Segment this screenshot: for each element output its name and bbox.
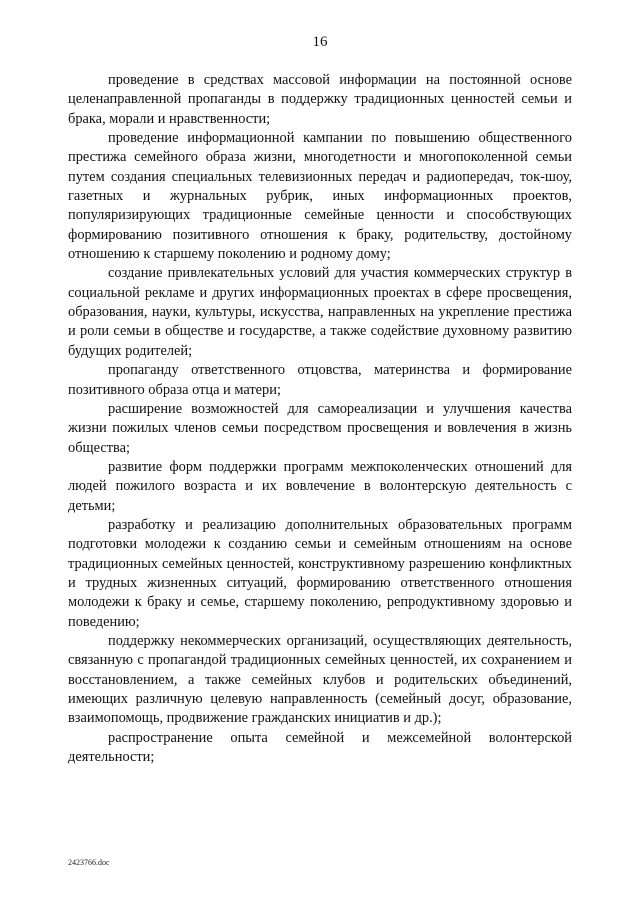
paragraph-2: проведение информационной кампании по повышению общественного престижа семейного образа жизни, многодетности и многопоколенной семьи путем создания специальных телевизионных передач и радиопередач, ток-шоу, газетных и журнальных рубрик, иных информационных проектов, популяризирующих традиционные семейные ценности и способствующих формированию позитивного отношения к браку, родительству, достойному отношению к старшему поколению и родному дому; (68, 130, 572, 263)
paragraph-9: распространение опыта семейной и межсемейной волонтерской деятельности; (68, 729, 572, 766)
paragraph-1: проведение в средствах массовой информации на постоянной основе целенаправленной пропаганды в поддержку традиционных ценностей семьи и брака, морали и нравственности; (68, 72, 572, 127)
paragraph-6: развитие форм поддержки программ межпоколенческих отношений для людей пожилого возраста и их вовлечение в волонтерскую деятельность с детьми; (68, 458, 572, 514)
paragraph-5: расширение возможностей для самореализации и улучшения качества жизни пожилых членов семьи посредством просвещения и вовлечения в жизнь общества; (68, 400, 572, 456)
page-number: 16 (312, 34, 328, 50)
paragraph-3: создание привлекательных условий для участия коммерческих структур в социальной рекламе и других информационных проектах в сфере просвещения, образования, науки, культуры, искусства, направленных на укрепление престижа и роли семьи в обществе и государстве, а также содействие духовному развитию будущих родителей; (68, 265, 572, 359)
paragraph-7: разработку и реализацию дополнительных образовательных программ подготовки молодежи к созданию семьи и семейным отношениям на основе традиционных семейных ценностей, конструктивному разрешению конфликтных и трудных жизненных ситуаций, формированию ответственного отношения молодежи к браку и семье, старшему поколению, репродуктивному здоровью и поведению; (68, 516, 572, 630)
paragraph-8: поддержку некоммерческих организаций, осуществляющих деятельность, связанную с пропагандой традиционных семейных ценностей, их сохранением и восстановлением, а также семейных клубов и родительских объединений, имеющих различную целевую направленность (семейный досуг, образование, взаимопомощь, продвижение гражданских инициатив и др.); (68, 632, 572, 727)
paragraph-4: пропаганду ответственного отцовства, материнства и формирование позитивного образа отца и матери; (68, 362, 572, 398)
document-filename-footer: 2423766.doc (68, 858, 110, 867)
document-body (68, 71, 572, 767)
